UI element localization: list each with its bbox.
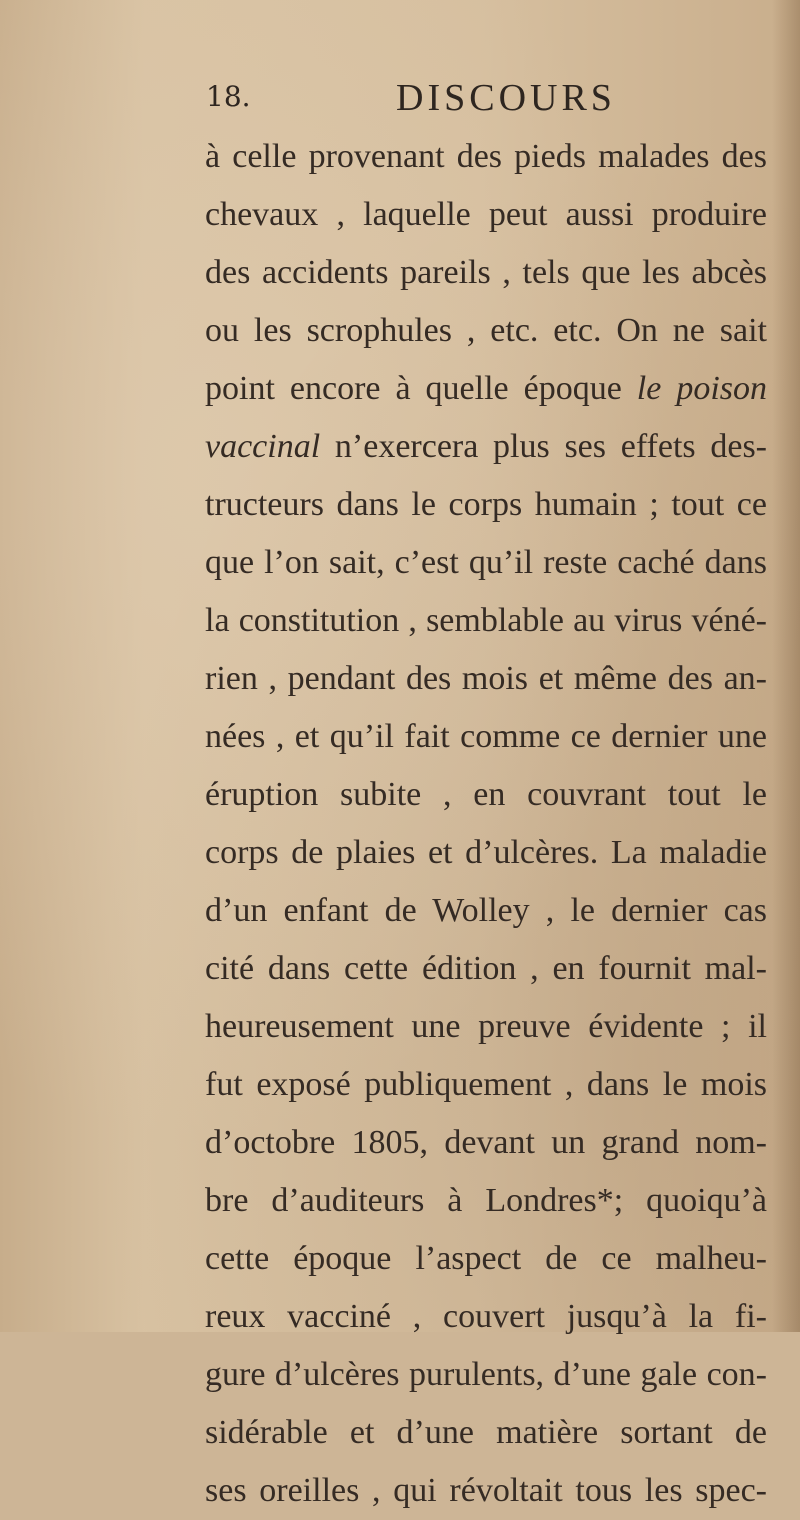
text-line: la constitution , semblable au virus véné- <box>205 602 767 639</box>
text-line: sidérable et d’une matière sortant de <box>205 1414 767 1451</box>
text-line: d’un enfant de Wolley , le dernier cas <box>205 892 767 929</box>
text-line: des accidents pareils , tels que les abcès <box>205 254 767 291</box>
italic-phrase: le poison <box>636 370 768 407</box>
text-line: fut exposé publiquement , dans le mois <box>205 1066 767 1103</box>
text-run: point encore à quelle époque <box>205 370 637 407</box>
running-title: DISCOURS <box>396 77 616 119</box>
text-line: que l’on sait, c’est qu’il reste caché dans <box>205 544 767 581</box>
text-line <box>205 360 767 418</box>
text-line: cité dans cette édition , en fournit mal- <box>205 950 767 987</box>
text-line: éruption subite , en couvrant tout le <box>205 776 767 813</box>
text-line: nées , et qu’il fait comme ce dernier une <box>205 718 767 755</box>
text-line: cette époque l’aspect de ce malheu- <box>205 1240 767 1277</box>
text-line: ses oreilles , qui révoltait tous les spec- <box>205 1472 767 1509</box>
text-line: heureusement une preuve évidente ; il <box>205 1008 767 1045</box>
text-line: reux vacciné , couvert jusqu’à la fi- <box>205 1298 767 1335</box>
body-text <box>205 128 767 1520</box>
italic-phrase: vaccinal <box>205 428 321 465</box>
text-line: à celle provenant des pieds malades des <box>205 138 767 175</box>
page-header <box>206 76 626 122</box>
text-line: corps de plaies et d’ulcères. La maladie <box>205 834 767 871</box>
text-line: rien , pendant des mois et même des an- <box>205 660 767 697</box>
page-edge-shadow <box>772 0 800 1332</box>
text-run: n’exercera plus ses effets des- <box>320 428 767 465</box>
text-line: gure d’ulcères purulents, d’une gale con- <box>205 1356 767 1393</box>
text-line: d’octobre 1805, devant un grand nom- <box>205 1124 767 1161</box>
text-line <box>205 418 767 476</box>
text-line: ou les scrophules , etc. etc. On ne sait <box>205 312 767 349</box>
text-line: bre d’auditeurs à Londres*; quoiqu’à <box>205 1182 767 1219</box>
page-number: 18. <box>206 80 251 113</box>
text-line: tructeurs dans le corps humain ; tout ce <box>205 486 767 523</box>
text-line: chevaux , laquelle peut aussi produire <box>205 196 767 233</box>
